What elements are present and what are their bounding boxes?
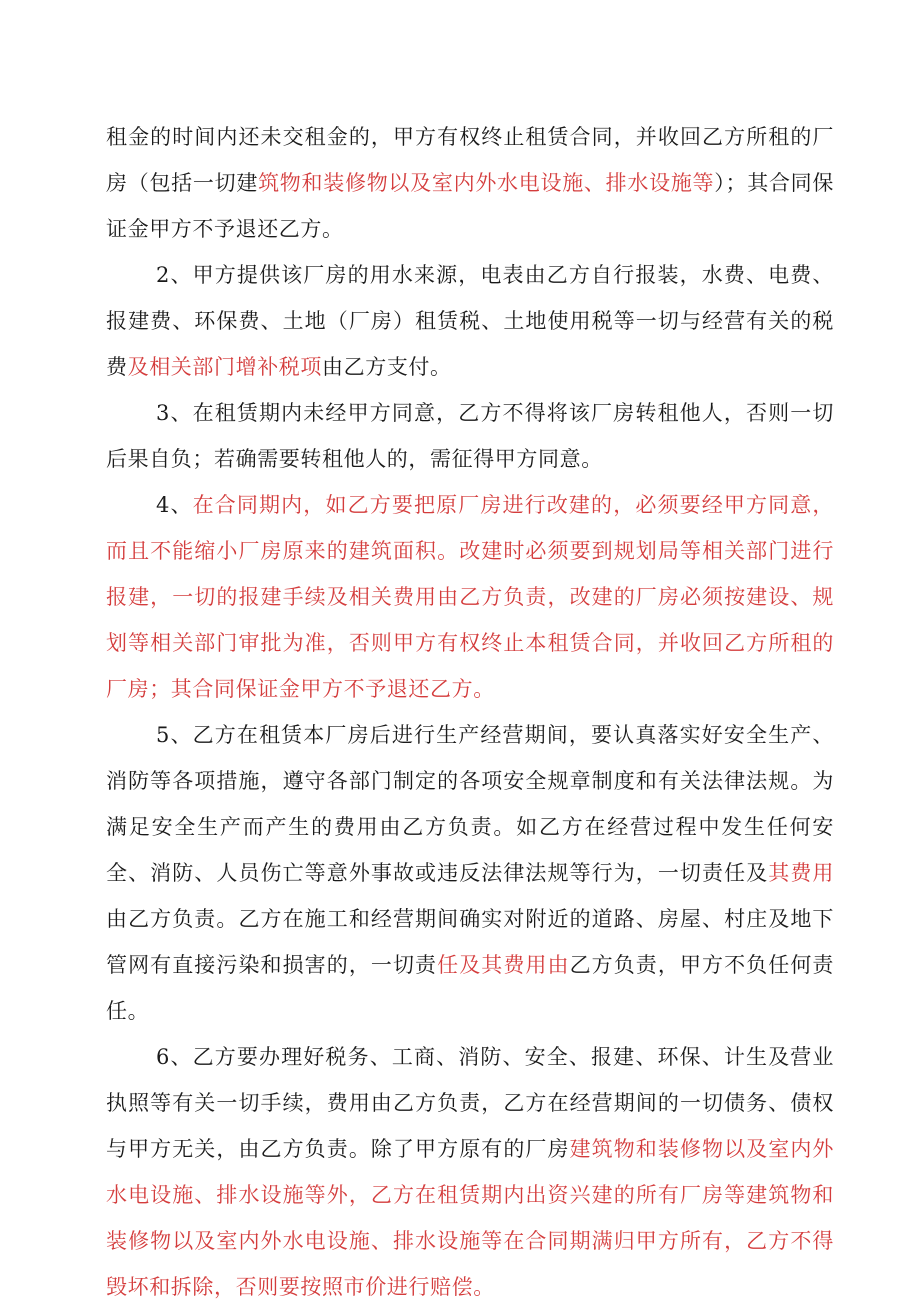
document-body	[106, 114, 834, 1310]
highlighted-text: 筑物和装修物以及室内外水电设施、排水设施等	[258, 171, 715, 195]
clause-paragraph	[106, 252, 834, 390]
highlighted-text: 其费用	[768, 861, 834, 885]
clause-text: 4、	[156, 493, 193, 517]
highlighted-text: 及相关部门增补税项	[127, 355, 323, 379]
highlighted-text: 任及其费用由	[437, 953, 570, 977]
clause-text: 乙方负责，甲方不负任何责任。	[106, 953, 834, 1023]
highlighted-text: 在合同期内，如乙方要把原厂房进行改建的，必须要经甲方同意，而且不能缩小厂房原来的建筑面积。改建时必须要到规划局等相关部门进行报建，一切的报建手续及相关费用由乙方负责，改建的厂房必须按建设、规划等相关部门审批为准，否则甲方有权终止本租赁合同，并收回乙方所租的厂房；其合同保证金甲方不予退还乙方。	[106, 493, 835, 701]
clause-text: 3、在租赁期内未经甲方同意，乙方不得将该厂房转租他人，否则一切后果自负；若确需要转租他人的，需征得甲方同意。	[106, 401, 834, 471]
clause-paragraph	[106, 390, 834, 482]
clause-text: 2、甲方提供该厂房的用水来源，电表由乙方自行报装，水费、电费、报建费、环保费、土地（厂房）租赁税、土地使用税等一切与经营有关的税费	[106, 263, 834, 379]
clause-text: 5、乙方在租赁本厂房后进行生产经营期间，要认真落实好安全生产、消防等各项措施，遵守各部门制定的各项安全规章制度和有关法律法规。为满足安全生产而产生的费用由乙方负责。如乙方在经营过程中发生任何安全、消防、人员伤亡等意外事故或违反法律法规等行为，一切责任及	[106, 723, 834, 885]
clause-text: ）；其合同保证金甲方不予退还乙方。	[106, 171, 834, 241]
clause-text: 6、乙方要办理好税务、工商、消防、安全、报建、环保、计生及营业执照等有关一切手续，费用由乙方负责，乙方在经营期间的一切债务、债权与甲方无关，由乙方负责。除了甲方原有的厂房	[106, 1045, 834, 1161]
clause-paragraph	[106, 712, 834, 1034]
clause-paragraph	[106, 1034, 834, 1310]
clause-text: 由乙方负责。乙方在施工和经营期间确实对附近的道路、房屋、村庄及地下管网有直接污染和损害的，一切责	[106, 907, 834, 977]
clause-text: 由乙方支付。	[322, 355, 452, 379]
clause-paragraph	[106, 114, 834, 252]
clause-text: 租金的时间内还未交租金的，甲方有权终止租赁合同，并收回乙方所租的厂房（包括一切建	[106, 125, 834, 195]
highlighted-text: 建筑物和装修物以及室内外水电设施、排水设施等外，乙方在租赁期内出资兴建的所有厂房等建筑物和装修物以及室内外水电设施、排水设施等在合同期满归甲方所有，乙方不得毁坏和拆除，否则要按照市价进行赔偿。	[106, 1137, 834, 1299]
clause-paragraph	[106, 482, 834, 712]
